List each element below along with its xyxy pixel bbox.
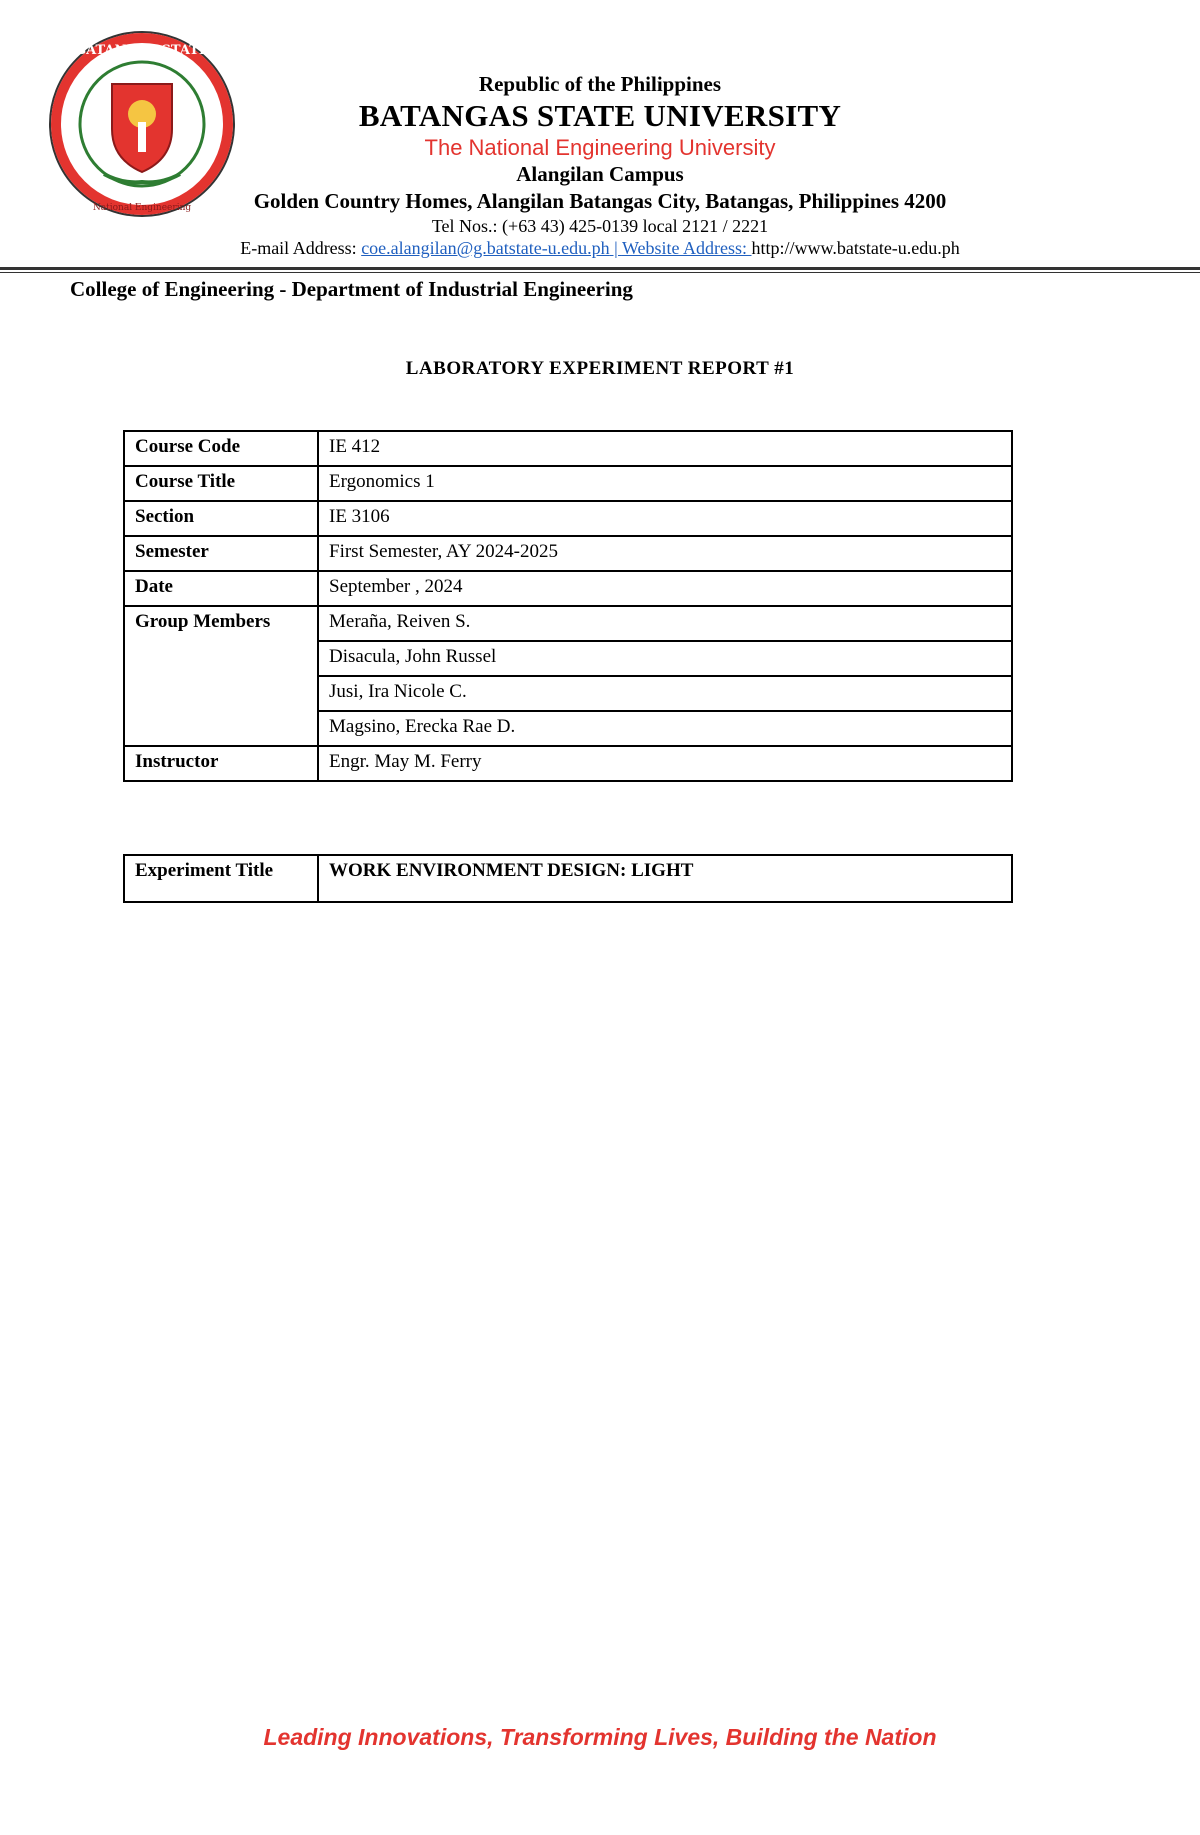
group-member: Magsino, Erecka Rae D. [318, 711, 1012, 746]
course-code-value: IE 412 [318, 431, 1012, 466]
experiment-title-value: WORK ENVIRONMENT DESIGN: LIGHT [318, 855, 1012, 902]
table-row [124, 606, 1012, 641]
contact-line [200, 238, 1000, 259]
table-row [124, 431, 1012, 466]
section-label: Section [124, 501, 318, 536]
table-row [124, 746, 1012, 781]
telephone-numbers: Tel Nos.: (+63 43) 425-0139 local 2121 / 2221 [431, 216, 769, 236]
semester-label: Semester [124, 536, 318, 571]
group-member: Meraña, Reiven S. [318, 606, 1012, 641]
instructor-value: Engr. May M. Ferry [318, 746, 1012, 781]
date-label: Date [124, 571, 318, 606]
republic-line: Republic of the Philippines [478, 72, 722, 96]
campus-address: Golden Country Homes, Alangilan Batangas City, Batangas, Philippines 4200 [253, 189, 947, 213]
course-title-value: Ergonomics 1 [318, 466, 1012, 501]
course-info-table [123, 430, 1013, 782]
experiment-title-label: Experiment Title [124, 855, 318, 902]
experiment-title-table [123, 854, 1013, 903]
table-row [124, 571, 1012, 606]
website-label: Website Address: [621, 238, 752, 258]
header-divider-thick [0, 267, 1200, 270]
contact-separator: | [609, 238, 622, 258]
course-title-label: Course Title [124, 466, 318, 501]
group-member: Jusi, Ira Nicole C. [318, 676, 1012, 711]
college-department: College of Engineering - Department of Industrial Engineering [70, 277, 633, 301]
campus-name: Alangilan Campus [516, 162, 684, 186]
table-row [124, 536, 1012, 571]
university-tagline: The National Engineering University [424, 135, 776, 160]
website-url[interactable]: http://www.batstate-u.edu.ph [751, 238, 960, 258]
svg-text:National Engineering: National Engineering [92, 203, 192, 213]
course-code-label: Course Code [124, 431, 318, 466]
section-value: IE 3106 [318, 501, 1012, 536]
group-member: Disacula, John Russel [318, 641, 1012, 676]
email-link[interactable]: coe.alangilan@g.batstate-u.edu.ph [361, 238, 610, 258]
footer-motto: Leading Innovations, Transforming Lives, Building the Nation [263, 1724, 937, 1750]
table-row [124, 855, 1012, 902]
group-members-label: Group Members [124, 606, 318, 746]
report-title: LABORATORY EXPERIMENT REPORT #1 [405, 358, 795, 379]
university-name: BATANGAS STATE UNIVERSITY [358, 98, 842, 133]
email-label: E-mail Address: [240, 238, 362, 258]
header-divider-thin [0, 272, 1200, 273]
svg-text:BATANGAS STATE: BATANGAS STATE [75, 43, 209, 58]
table-row [124, 466, 1012, 501]
date-value: September , 2024 [318, 571, 1012, 606]
semester-value: First Semester, AY 2024-2025 [318, 536, 1012, 571]
instructor-label: Instructor [124, 746, 318, 781]
table-row [124, 501, 1012, 536]
